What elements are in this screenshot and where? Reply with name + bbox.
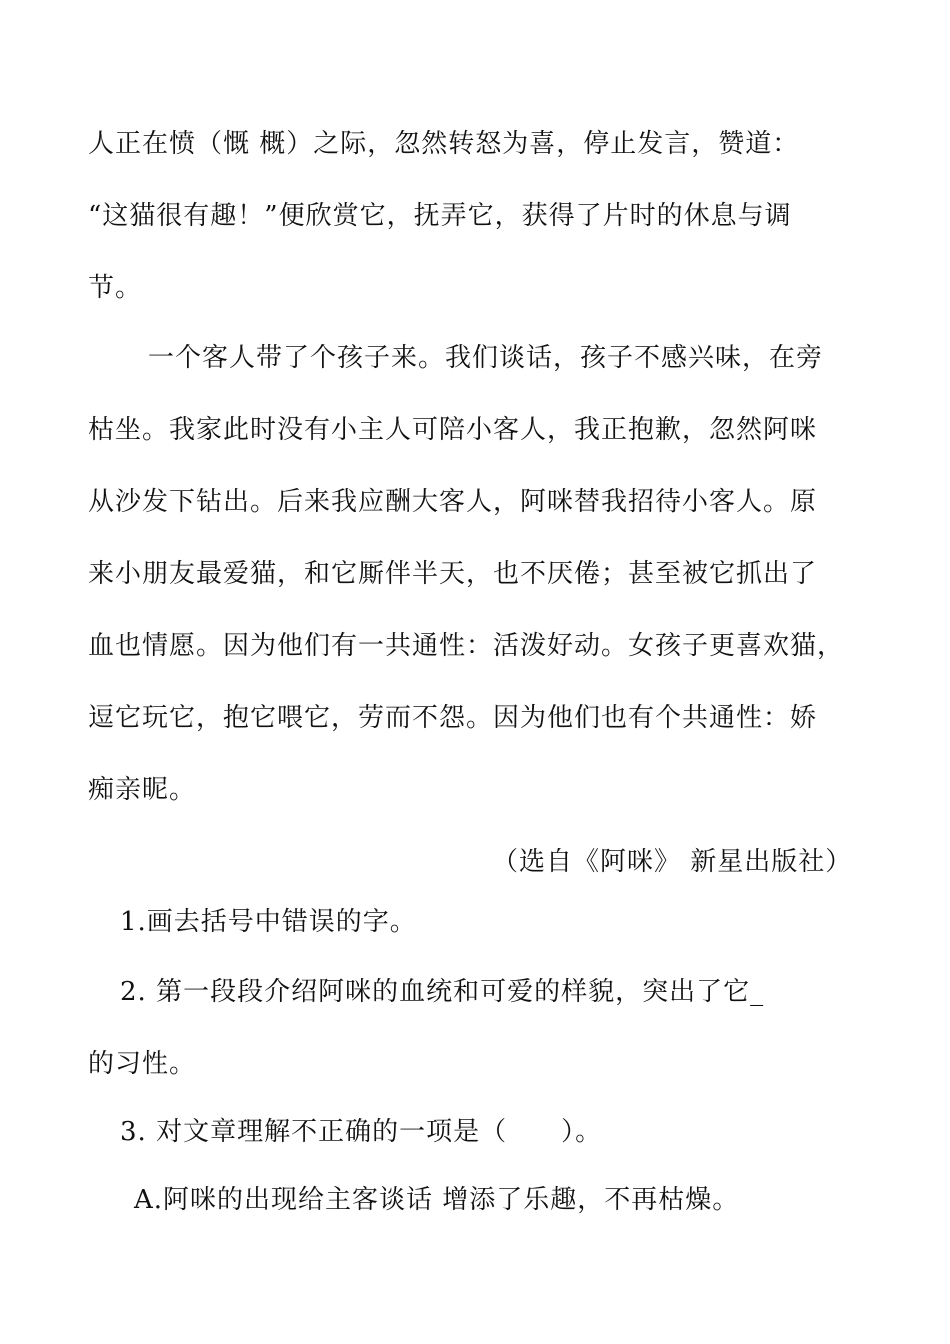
- passage-line-3: 节。: [88, 273, 143, 303]
- question-2-continued: 的习性。: [88, 1049, 197, 1079]
- passage-line-2: “这猫很有趣！”便欣赏它，抚弄它，获得了片时的休息与调: [88, 201, 792, 231]
- passage-line-5: 枯坐。我家此时没有小主人可陪小客人，我正抱歉，忽然阿咪: [88, 415, 818, 445]
- passage-line-6: 从沙发下钻出。后来我应酬大客人，阿咪替我招待小客人。原: [88, 487, 818, 517]
- passage-line-1: 人正在愤（慨 概）之际，忽然转怒为喜，停止发言，赞道：: [88, 129, 800, 159]
- source-citation: （选自《阿咪》 新星出版社）: [492, 847, 853, 877]
- question-3: 3. 对文章理解不正确的一项是（ ）。: [120, 1117, 603, 1147]
- passage-line-9: 逗它玩它，抱它喂它，劳而不怨。因为他们也有个共通性：娇: [88, 703, 818, 733]
- question-2: 2. 第一段段介绍阿咪的血统和可爱的样貌，突出了它_: [120, 977, 765, 1007]
- passage-line-7: 来小朋友最爱猫，和它厮伴半天，也不厌倦；甚至被它抓出了: [88, 559, 818, 589]
- passage-line-4: 一个客人带了个孩子来。我们谈话，孩子不感兴味，在旁: [148, 343, 824, 373]
- passage-line-10: 痴亲昵。: [88, 775, 197, 805]
- question-3-option-a: A.阿咪的出现给主客谈话 增添了乐趣，不再枯燥。: [134, 1185, 740, 1215]
- question-1: 1.画去括号中错误的字。: [120, 907, 417, 937]
- passage-line-8: 血也情愿。因为他们有一共通性：活泼好动。女孩子更喜欢猫，: [88, 631, 845, 661]
